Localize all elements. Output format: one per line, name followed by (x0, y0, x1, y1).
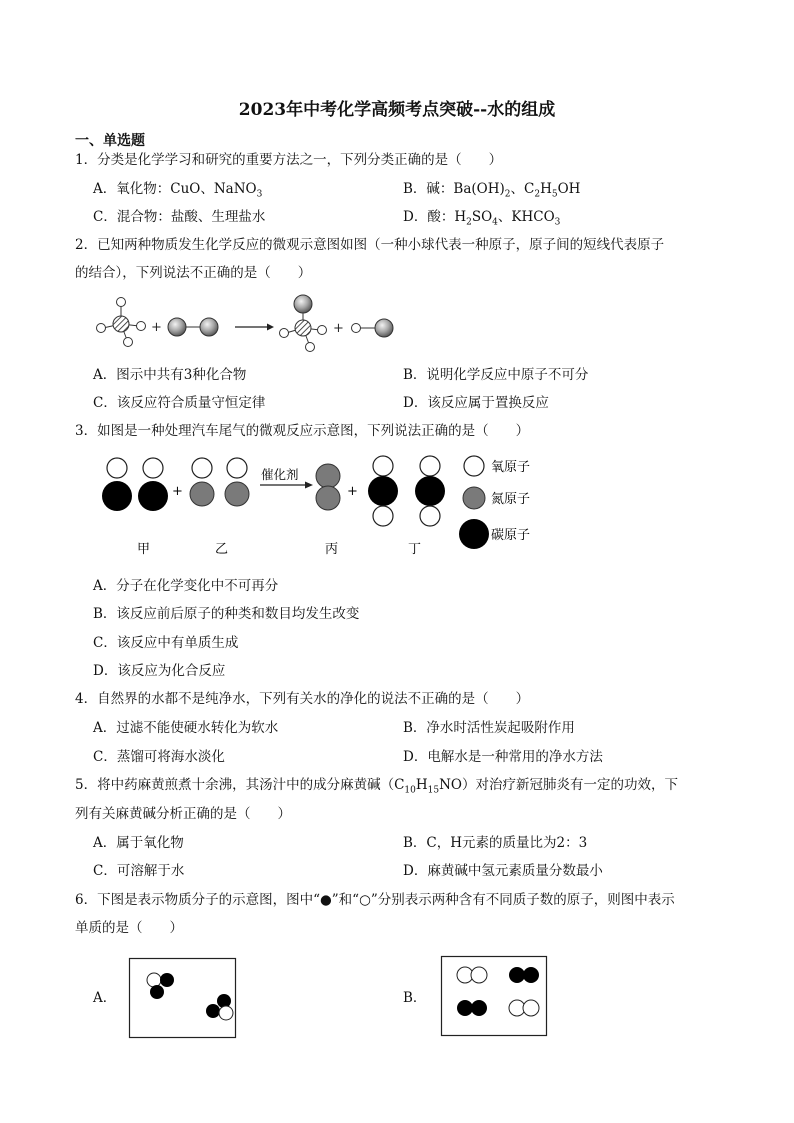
label-yi: 乙 (215, 542, 229, 557)
q2-option-d: D．该反应属于置换反应 (403, 395, 549, 411)
q2-option-a: A．图示中共有3种化合物 (93, 367, 247, 383)
q6-option-b-diagram (441, 956, 547, 1036)
q6-stem-line2: 单质的是（ ） (75, 920, 183, 936)
reactant-molecule-1 (97, 298, 146, 347)
legend-nitrogen: 氮原子 (491, 492, 531, 507)
q5-option-a: A．属于氧化物 (93, 835, 184, 851)
q6-option-a-label: A． (93, 990, 117, 1006)
q4-option-c: C．蒸馏可将海水淡化 (93, 749, 225, 765)
jia-molecules (102, 458, 168, 511)
q3-option-a: A．分子在化学变化中不可再分 (93, 578, 279, 594)
yi-molecules (190, 458, 249, 506)
product-molecule-1 (280, 295, 327, 352)
q1-option-c: C．混合物：盐酸、生理盐水 (93, 209, 266, 225)
bing-molecule (316, 464, 340, 510)
svg-text:+: + (333, 321, 344, 336)
ding-molecules (368, 456, 445, 526)
catalyst-label: 催化剂 (261, 467, 299, 482)
q1-option-d: D．酸：$H_2SO_4$、$KHCO_3$ (403, 209, 561, 228)
section-heading: 一、单选题 (75, 133, 145, 149)
q3-reaction-diagram (95, 452, 545, 560)
q2-option-c: C．该反应符合质量守恒定律 (93, 395, 266, 411)
q5-option-b: B．C，H元素的质量比为2：3 (403, 835, 588, 851)
q6-option-b-label: B． (403, 990, 427, 1006)
legend-carbon: 碳原子 (491, 528, 531, 543)
label-ding: 丁 (408, 542, 422, 557)
q3-option-c: C．该反应中有单质生成 (93, 635, 239, 651)
q2-stem-line2: 的结合），下列说法不正确的是（ ） (75, 265, 312, 281)
q4-option-b: B．净水时活性炭起吸附作用 (403, 720, 575, 736)
svg-text:+: + (151, 320, 162, 335)
q1-option-b: B．碱：$Ba(OH)_2$、$C_2H_5OH$ (403, 181, 581, 200)
q5-option-d: D．麻黄碱中氢元素质量分数最小 (403, 863, 603, 879)
q3-legend (459, 456, 530, 549)
q2-stem-line1: 2．已知两种物质发生化学反应的微观示意图如图（一种小球代表一种原子，原子间的短线代表原子 (75, 237, 665, 253)
q2-option-b: B．说明化学反应中原子不可分 (403, 367, 589, 383)
q3-option-d: D．该反应为化合反应 (93, 663, 226, 679)
q1-stem: 1．分类是化学学习和研究的重要方法之一，下列分类正确的是（ ） (75, 152, 503, 168)
label-jia: 甲 (137, 542, 151, 557)
product-molecule-2 (352, 319, 394, 337)
q5-option-c: C．可溶解于水 (93, 863, 185, 879)
q4-option-d: D．电解水是一种常用的净水方法 (403, 749, 603, 765)
q6-stem-line1: 6．下图是表示物质分子的示意图，图中“●”和“○”分别表示两种含有不同质子数的原子，则图中表示 (75, 892, 675, 908)
svg-text:+: + (347, 484, 358, 499)
catalyst-arrow (260, 467, 313, 489)
q5-stem-line1: 5．将中药麻黄煎煮十余沸，其汤汁中的成分麻黄碱$(C_{10}H_{15}NO)$对治疗新冠肺炎有一定的功效，下 (75, 777, 678, 796)
page-title: 2023年中考化学高频考点突破--水的组成 (238, 100, 556, 120)
q3-stem: 3．如图是一种处理汽车尾气的微观反应示意图，下列说法正确的是（ ） (75, 423, 530, 439)
q2-reaction-diagram (85, 290, 415, 360)
q4-option-a: A．过滤不能使硬水转化为软水 (93, 720, 279, 736)
label-bing: 丙 (325, 542, 339, 557)
q1-option-a: A．氧化物：CuO、NaNO$_3$ (93, 181, 263, 200)
q3-option-b: B．该反应前后原子的种类和数目均发生改变 (93, 606, 360, 622)
q4-stem: 4．自然界的水都不是纯净水，下列有关水的净化的说法不正确的是（ ） (75, 691, 530, 707)
svg-text:+: + (172, 484, 183, 499)
legend-oxygen: 氧原子 (491, 460, 531, 475)
reactant-molecule-2 (168, 318, 218, 336)
reaction-arrow (235, 324, 274, 331)
q5-stem-line2: 列有关麻黄碱分析正确的是（ ） (75, 806, 291, 822)
q6-option-a-diagram (129, 958, 236, 1038)
